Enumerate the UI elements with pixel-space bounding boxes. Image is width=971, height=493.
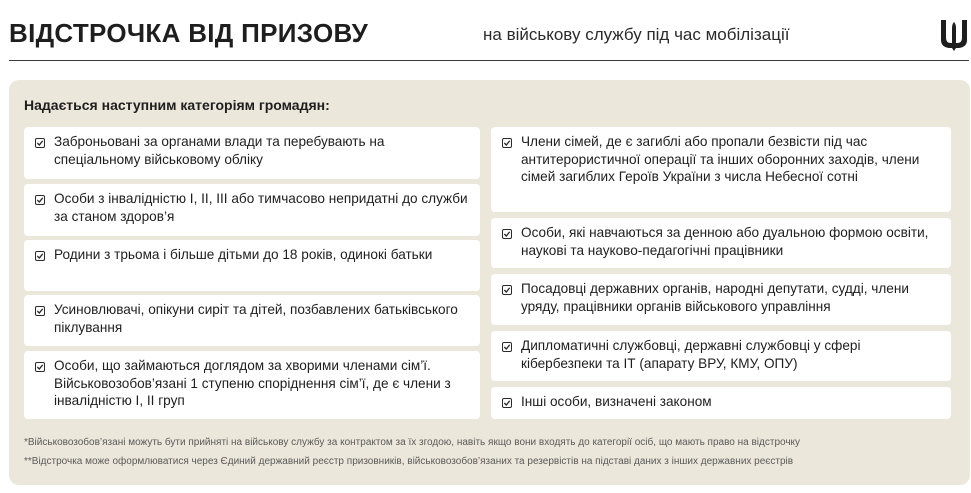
- checkbox-icon: [502, 285, 512, 295]
- list-item: [491, 387, 951, 419]
- list-item: [24, 351, 480, 419]
- list-item: [491, 331, 951, 381]
- list-item-text: Особи з інвалідністю I, II, III або тимчасово непридатні до служби за станом здоров’я: [54, 191, 468, 224]
- page-title: ВІДСТРОЧКА ВІД ПРИЗОВУ: [9, 18, 369, 48]
- list-item: [24, 127, 480, 179]
- checkbox-icon: [502, 398, 512, 408]
- list-item-text: Посадовці державних органів, народні депутати, судді, члени уряду, працівники органів військового управління: [521, 281, 909, 314]
- list-item-text: Дипломатичні службовці, державні службовці у сфері кібербезпеки та ІТ (апарату ВРУ, КМУ, ОПУ): [521, 338, 861, 371]
- list-item: [24, 184, 480, 236]
- checkbox-icon: [502, 342, 512, 352]
- trident-icon: [939, 18, 969, 52]
- categories-panel: [9, 80, 970, 485]
- panel-intro: Надається наступним категоріям громадян:: [24, 97, 330, 113]
- header: [0, 0, 971, 62]
- checkbox-icon: [35, 362, 45, 372]
- checkbox-icon: [35, 251, 45, 261]
- list-item: [491, 127, 951, 212]
- list-item-text: Заброньовані за органами влади та перебувають на спеціальному військовому обліку: [54, 134, 385, 167]
- checkbox-icon: [35, 138, 45, 148]
- list-item-text: Родини з трьома і більше дітьми до 18 років, одинокі батьки: [54, 247, 433, 262]
- list-item-text: Особи, які навчаються за денною або дуальною формою освіти, наукові та науково-педагогічні працівники: [521, 225, 929, 258]
- checkbox-icon: [35, 306, 45, 316]
- list-item-text: Члени сімей, де є загиблі або пропали безвісти під час антитерористичної операції та інших оборонних заходів, члени сімей загиблих Героїв України з числа Небесної сотні: [521, 134, 920, 184]
- list-item: [24, 295, 480, 346]
- footnote: *Військовозобов’язані можуть бути прийняті на військову службу за контрактом за їх згодою, навіть якщо вони входять до категорії осіб, що мають право на відстрочку: [24, 437, 801, 448]
- header-divider: [9, 60, 969, 61]
- checkbox-icon: [35, 195, 45, 205]
- list-item: [491, 218, 951, 268]
- list-item-text: Особи, що займаються доглядом за хворими членами сім’ї. Військовозобов’язані 1 ступеню споріднення сім’ї, де є члени з інвалідністю I, II груп: [54, 358, 451, 408]
- page-subtitle: на військову службу під час мобілізації: [483, 25, 790, 44]
- list-item: [491, 274, 951, 325]
- footnote: **Відстрочка може оформлюватися через Єдиний державний реєстр призовників, військовозобов’язаних та резервістів на підставі даних з інших державних реєстрів: [24, 456, 794, 467]
- checkbox-icon: [502, 229, 512, 239]
- list-item: [24, 240, 480, 291]
- list-item-text: Інші особи, визначені законом: [521, 394, 712, 409]
- checkbox-icon: [502, 138, 512, 148]
- list-item-text: Усиновлювачі, опікуни сиріт та дітей, позбавлених батьківського піклування: [54, 302, 458, 335]
